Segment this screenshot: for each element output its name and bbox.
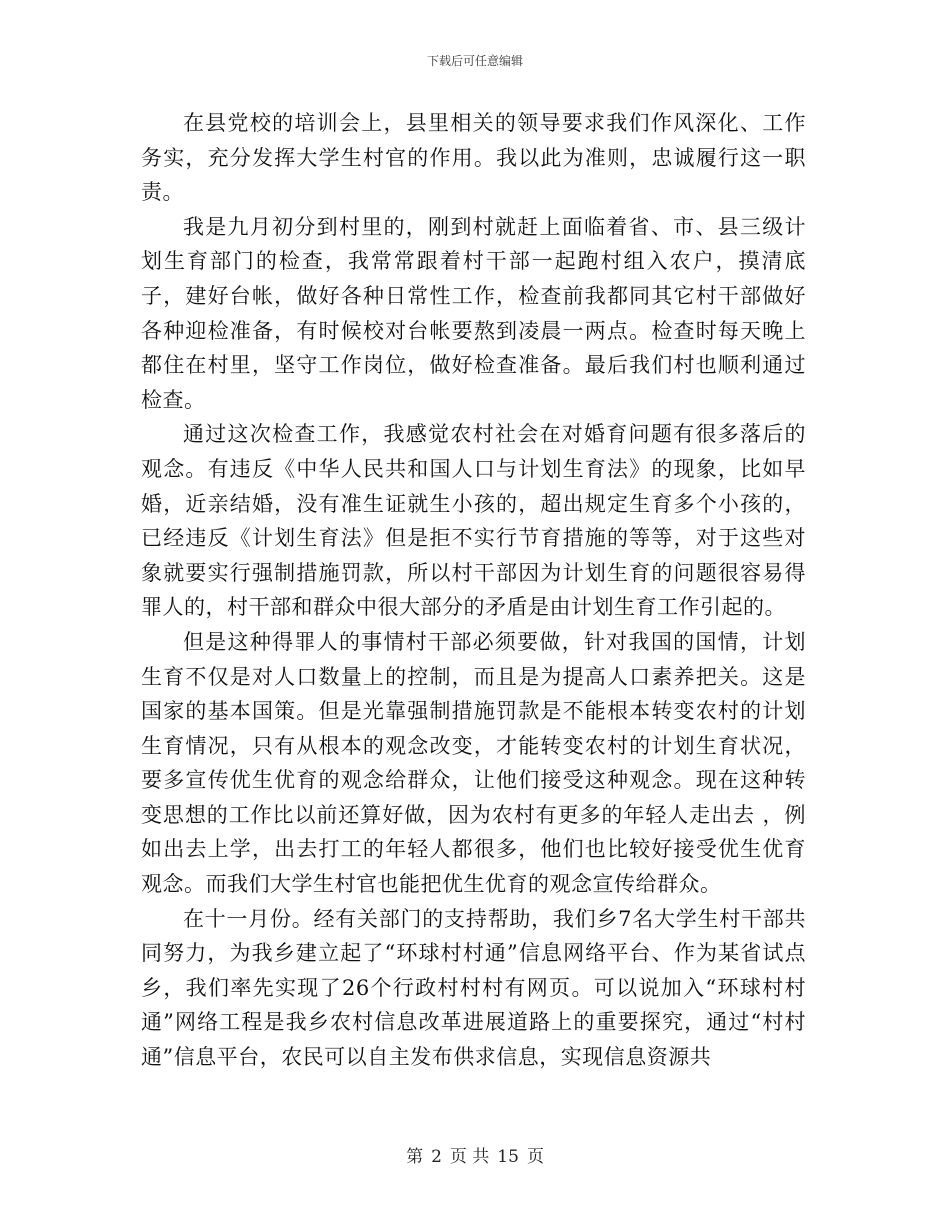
document-body [141,106,806,1075]
page-header: 下载后可任意编辑 [426,54,523,68]
paragraph-3: 通过这次检查工作，我感觉农村社会在对婚育问题有很多落后的观念。有违反《中华人民共和国人口与计划生育法》的现象，比如早婚，近亲结婚，没有准生证就生小孩的，超出规定生育多个小孩的，已经违反《计划生育法》但是拒不实行节育措施的等等，对于这些对象就要实行强制措施罚款，所以村干部因为计划生育的问题很容易得罪人的，村干部和群众中很大部分的矛盾是由计划生育工作引起的。 [141,422,806,620]
paragraph-2: 我是九月初分到村里的，刚到村就赶上面临着省、市、县三级计划生育部门的检查，我常常跟着村干部一起跑村组入农户，摸清底子，建好台帐，做好各种日常性工作，检查前我都同其它村干部做好各种迎检准备，有时候校对台帐要熬到凌晨一两点。检查时每天晚上都住在村里，坚守工作岗位，做好检查准备。最后我们村也顺利通过检查。 [141,214,806,412]
footer-suffix: 页 [526,1147,544,1167]
page-footer [0,1146,950,1168]
paragraph-1: 在县党校的培训会上，县里相关的领导要求我们作风深化、工作务实，充分发挥大学生村官的作用。我以此为准则，忠诚履行这一职责。 [141,111,806,205]
footer-mid: 页 共 [449,1147,490,1167]
footer-page-number: 2 [431,1147,442,1167]
paragraph-4: 但是这种得罪人的事情村干部必须要做，针对我国的国情，计划生育不仅是对人口数量上的控制，而且是为提高人口素养把关。这是国家的基本国策。但是光靠强制措施罚款是不能根本转变农村的计划生育情况，只有从根本的观念改变，才能转变农村的计划生育状况，要多宣传优生优育的观念给群众，让他们接受这种观念。现在这种转变思想的工作比以前还算好做，因为农村有更多的年轻人走出去 ，例如出去上学，出去打工的年轻人都很多，他们也比较好接受优生优育观念。而我们大学生村官也能把优生优育的观念宣传给群众。 [141,629,806,897]
footer-prefix: 第 [406,1147,424,1167]
paragraph-5: 在十一月份。经有关部门的支持帮助，我们乡7名大学生村干部共同努力，为我乡建立起了“环球村村通”信息网络平台、作为某省试点乡，我们率先实现了26个行政村村村有网页。可以说加入“环球村村通”网络工程是我乡农村信息改革进展道路上的重要探究，通过“村村通”信息平台，农民可以自主发布供求信息，实现信息资源共 [141,906,806,1070]
footer-total-pages: 15 [497,1147,519,1167]
